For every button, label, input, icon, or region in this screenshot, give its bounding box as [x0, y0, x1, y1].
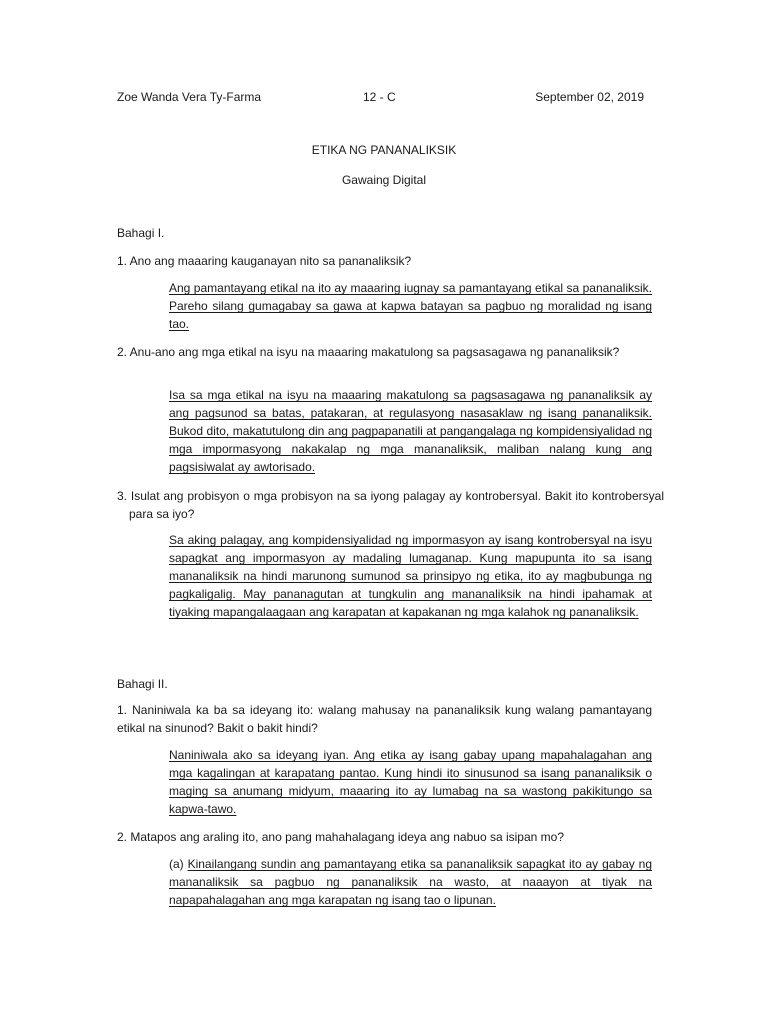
- part1-heading: Bahagi I.: [117, 226, 165, 240]
- part1-answer-2: Isa sa mga etikal na isyu na maaaring makatulong sa pagsasagawa ng pananaliksik ay ang pagsunod sa batas, patakaran, at regulasyong nasasaklaw ng isang pananaliksik. Bukod dito, makatutulong din ang pagpapanatili at pangangalaga ng kompidensiyalidad ng mga impormasyong nakakalap ng mga mananaliksik, maliban nalang kung ang pagsisiwalat ay awtorisado.: [169, 388, 652, 474]
- part1-question-1: 1. Ano ang maaaring kauganayan nito sa pananaliksik?: [117, 254, 412, 268]
- part1-question-2: 2. Anu-ano ang mga etikal na isyu na maaaring makatulong sa pagsasagawa ng pananaliksik?: [117, 345, 620, 359]
- part2-answer-2-text: Kinailangang sundin ang pamantayang etika sa pananaliksik sapagkat ito ay gabay ng mananaliksik sa pagbuo ng pananaliksik na wasto, at naaayon at tiyak na napapahalagahan ang mga karapatan ng isang tao o lipunan.: [169, 857, 653, 907]
- date-label: September 02, 2019: [535, 90, 644, 104]
- part2-question-2: 2. Matapos ang araling ito, ano pang mahahalagang ideya ang nabuo sa isipan mo?: [117, 830, 564, 844]
- part2-answer-1: Naniniwala ako sa ideyang iyan. Ang etika ay isang gabay upang mapahalagahan ang mga kagalingan at karapatang pantao. Kung hindi ito sinusunod sa isang pananaliksik o maging sa anumang midyum, maaaring ito ay lumabag na sa wastong pakikitungo sa kapwa-tawo.: [169, 748, 652, 816]
- part1-answer-1: Ang pamantayang etikal na ito ay maaaring iugnay sa pamantayang etikal sa pananaliksik. Pareho silang gumagabay sa gawa at kapwa batayan sa pagbuo ng moralidad ng isang tao.: [169, 281, 652, 331]
- part2-question-1: 1. Naniniwala ka ba sa ideyang ito: walang mahusay na pananaliksik kung walang pamantayang etikal na sinunod? Bakit o bakit hindi?: [117, 703, 652, 735]
- student-name: Zoe Wanda Vera Ty-Farma: [117, 90, 262, 104]
- section-label: 12 - C: [363, 90, 396, 104]
- part2-heading: Bahagi II.: [117, 677, 168, 691]
- answer-marker: (a): [169, 857, 188, 871]
- part2-answer-2: [169, 855, 652, 909]
- document-title: ETIKA NG PANANALIKSIK: [311, 143, 457, 157]
- part1-answer-3: Sa aking palagay, ang kompidensiyalidad ng impormasyon ay isang kontrobersyal na isyu sapagkat ang impormasyon ay madaling lumaganap. Kung mapupunta ito sa isang mananaliksik na hindi marunong sumunod sa prinsipyo ng etika, ito ay magbubunga ng pagkaligalig. May pananagutan at tungkulin ang mananaliksik na hindi ipahamak at tiyaking mapangalaagaan ang karapatan at kapakanan ng mga kalahok ng pananaliksik.: [169, 533, 652, 619]
- document-subtitle: Gawaing Digital: [341, 173, 427, 187]
- part1-question-3: 3. Isulat ang probisyon o mga probisyon na sa iyong palagay ay kontrobersyal. Bakit ito kontrobersyal para sa iyo?: [117, 489, 664, 521]
